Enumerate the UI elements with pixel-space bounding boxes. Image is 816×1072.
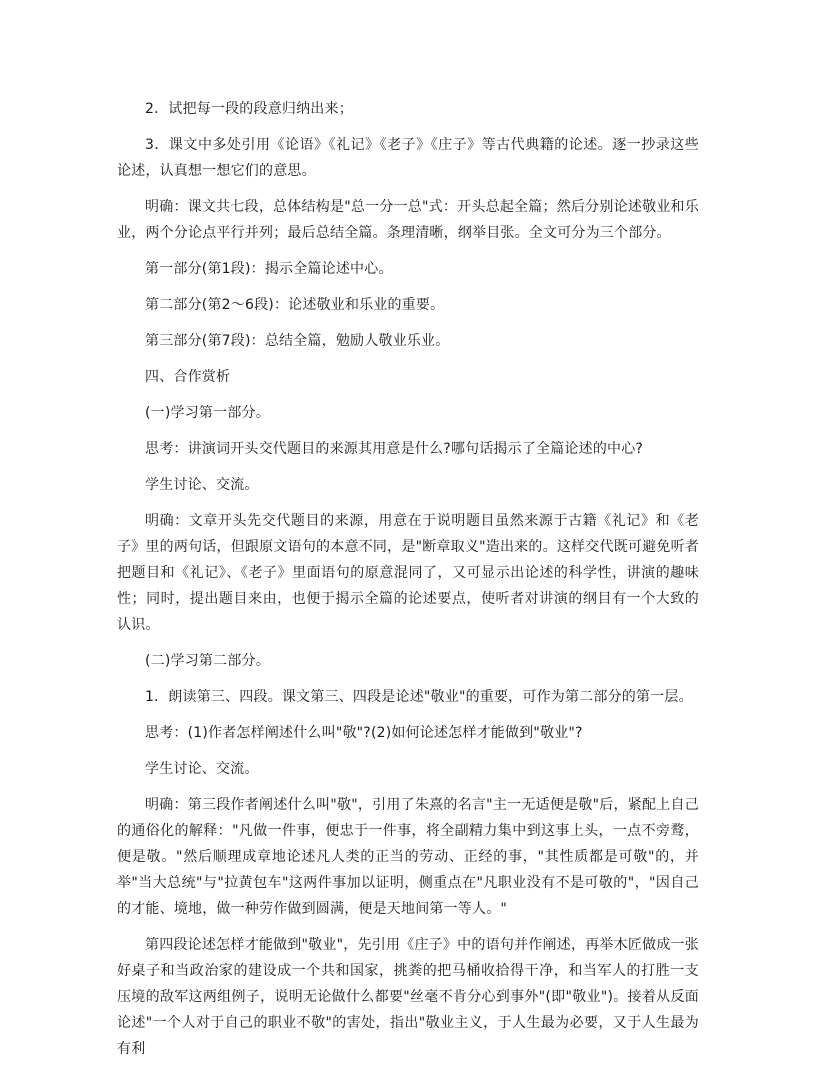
paragraph-fourth-section: 第四段论述怎样才能做到"敬业"，先引用《庄子》中的语句并作阐述，再举木匠做成一张好桌子和当政治家的建设成一个共和国家，挑粪的把马桶收拾得干净，和当军人的打胜一支压境的敌军这两组例子，说明无论做什么都要"丝毫不肯分心到事外"(即"敬业")。接着从反面论述"一个人对于自己的职业不敬"的害处，指出"敬业主义，于人生最为必要，又于人生最为有利 — [117, 937, 699, 1057]
paragraph-discuss-1: 学生讨论、交流。 — [145, 477, 259, 493]
paragraph-discuss-2: 学生讨论、交流。 — [145, 761, 259, 777]
section-heading-4: 四、合作赏析 — [145, 369, 231, 385]
paragraph-question-2: 2．试把每一段的段意归纳出来； — [145, 101, 353, 117]
subsection-heading-1: (一)学习第一部分。 — [145, 405, 270, 421]
paragraph-question-3: 3．课文中多处引用《论语》《礼记》《老子》《庄子》等古代典籍的论述。逐一抄录这些论述，认真想一想它们的意思。 — [117, 137, 699, 179]
paragraph-part-3: 第三部分(第7段)：总结全篇，勉励人敬业乐业。 — [145, 333, 450, 349]
document-page — [117, 96, 699, 1072]
paragraph-think-2: 思考：(1)作者怎样阐述什么叫"敬"?(2)如何论述怎样才能做到"敬业"? — [145, 725, 583, 741]
paragraph-read-3-4: 1．朗读第三、四段。课文第三、四段是论述"敬业"的重要，可作为第二部分的第一层。 — [145, 689, 693, 705]
paragraph-answer-opening: 明确：文章开头先交代题目的来源，用意在于说明题目虽然来源于古籍《礼记》和《老子》里的两句话，但跟原文语句的本意不同，是"断章取义"造出来的。这样交代既可避免听者把题目和《礼记》、《老子》里面语句的原意混同了，又可显示出论述的科学性，讲演的趣味性；同时，提出题目来由，也便于揭示全篇的论述要点，使听者对讲演的纲目有一个大致的认识。 — [117, 513, 699, 633]
paragraph-part-1: 第一部分(第1段)：揭示全篇论述中心。 — [145, 261, 393, 277]
paragraph-answer-structure: 明确：课文共七段，总体结构是"总一分一总"式：开头总起全篇；然后分别论述敬业和乐业，两个分论点平行并列；最后总结全篇。条理清晰，纲举目张。全文可分为三个部分。 — [117, 199, 699, 241]
paragraph-answer-respect: 明确：第三段作者阐述什么叫"敬"，引用了朱熹的名言"主一无适便是敬"后，紧配上自己的通俗化的解释："凡做一件事，便忠于一件事，将全副精力集中到这事上头，一点不旁鹜，便是敬。"然后顺理成章地论述凡人类的正当的劳动、正经的事，"其性质都是可敬"的，并举"当大总统"与"拉黄包车"这两件事加以证明，侧重点在"凡职业没有不是可敬的"，"因自己的才能、境地，做一种劳作做到圆满，便是天地间第一等人。" — [117, 797, 699, 917]
subsection-heading-2: (二)学习第二部分。 — [145, 653, 270, 669]
paragraph-think-1: 思考：讲演词开头交代题目的来源其用意是什么?哪句话揭示了全篇论述的中心? — [145, 441, 644, 457]
paragraph-part-2: 第二部分(第2～6段)：论述敬业和乐业的重要。 — [145, 297, 445, 313]
